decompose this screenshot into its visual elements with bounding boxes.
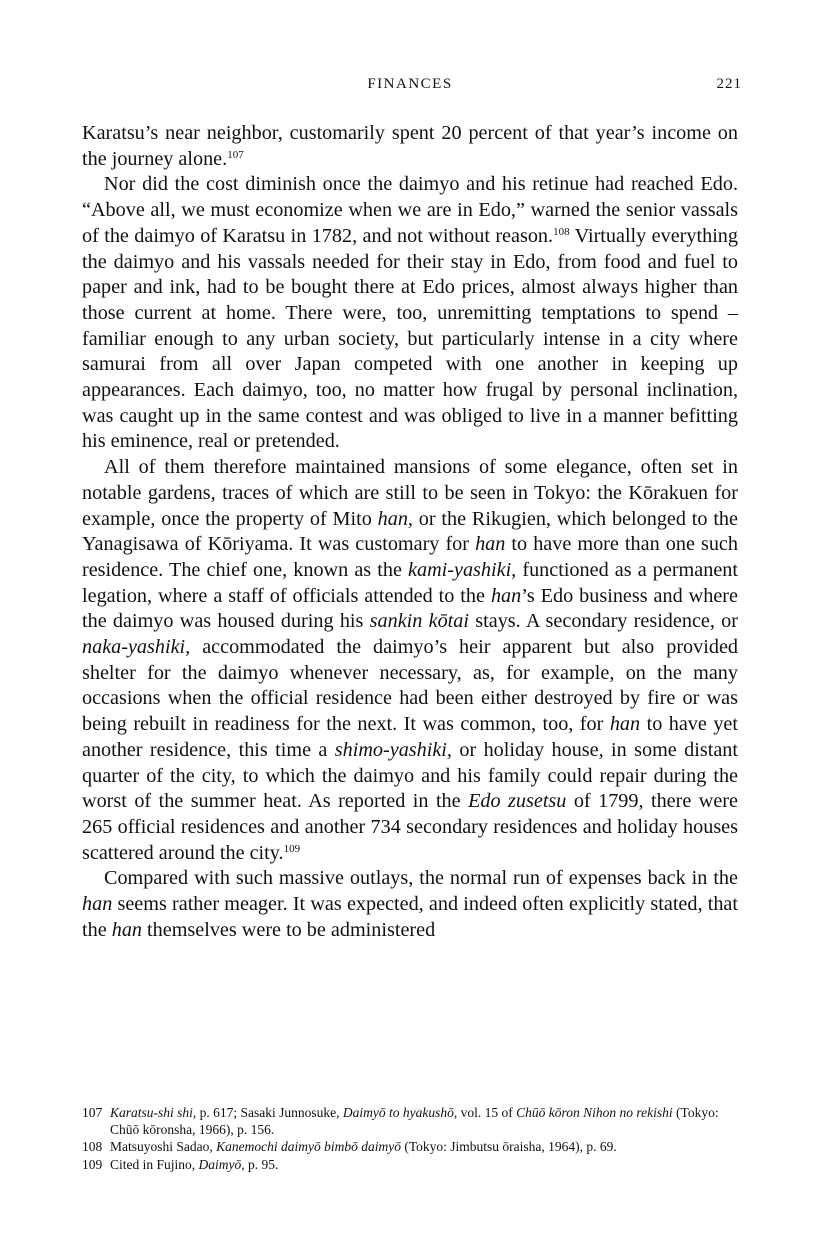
italic-text: sankin kōtai <box>369 610 469 633</box>
italic-text: han <box>609 713 641 736</box>
italic-text: han <box>82 893 113 916</box>
text-run: (Tokyo: Jimbutsu ōraisha, 1964), p. 69. <box>400 1139 617 1155</box>
italic-text: han <box>111 918 142 941</box>
text-run: themselves were to be administered <box>142 918 436 941</box>
italic-text: han, <box>377 507 413 530</box>
text-run: seems rather meager. It was expected, and indeed often explicitly stated, that the <box>82 893 738 941</box>
italic-text: Karatsu-shi shi, <box>110 1105 197 1120</box>
text-run: Compared with such massive outlays, the normal run of expenses back in the <box>104 867 738 890</box>
footnote-ref: 109 <box>283 842 301 855</box>
italic-text: han <box>475 533 506 556</box>
italic-text: Chūō kōron Nihon no rekishi <box>516 1105 673 1120</box>
text-run: All of them therefore maintained mansions of some elegance, often set in notable gardens, traces of which are still to be seen in Tokyo: the Kōrakuen for example, once the property of Mito <box>82 456 738 530</box>
text-run: p. 617; Sasaki Junnosuke, <box>196 1105 343 1120</box>
text-run: to have yet another residence, this time a <box>82 713 738 761</box>
paragraph <box>82 866 738 943</box>
footnote <box>82 1104 738 1138</box>
italic-text: Daimyō to hyakushō, <box>342 1105 458 1120</box>
footnote-ref: 107 <box>227 148 244 161</box>
footnote <box>82 1138 738 1155</box>
footnote-number: 107 <box>82 1105 103 1120</box>
footnote-number: 109 <box>82 1156 103 1172</box>
italic-text: han <box>490 584 522 607</box>
italic-text: shimo-yashiki, <box>334 738 452 761</box>
body-text <box>82 121 738 944</box>
text-run: to have more than one such residence. The chief one, known as the <box>82 533 738 581</box>
paragraph <box>82 172 738 455</box>
italic-text: Daimyō, <box>198 1156 245 1172</box>
paragraph <box>82 121 738 172</box>
italic-text: naka-yashiki, <box>82 636 191 659</box>
text-run: accommodated the daimyo’s heir apparent but also provided shelter for the daimyo whenever necessary, as, for example, on the many occasions when the official residence had been either destroyed by fire or was being rebuilt in readiness for the next. It was common, too, for <box>82 636 738 736</box>
running-head <box>78 76 742 100</box>
text-run: of 1799, there were 265 official residences and another 734 secondary residences and holiday houses scattered around the city. <box>82 790 738 864</box>
text-run: Cited in Fujino, <box>110 1156 199 1172</box>
footnote-number: 108 <box>82 1139 103 1155</box>
text-run: Matsuyoshi Sadao, <box>110 1139 217 1155</box>
running-head-title: FINANCES <box>367 76 453 92</box>
footnote-ref: 108 <box>553 225 570 238</box>
text-run: or the Rikugien, which belonged to the Yanagisawa of Kōriyama. It was customary for <box>82 507 738 556</box>
text-run: ’s Edo business and where the daimyo was housed during his <box>82 584 738 633</box>
text-run: stays. A secondary residence, or <box>469 610 738 633</box>
text-run: functioned as a permanent legation, where a staff of officials attended to the <box>82 558 738 607</box>
text-run: (Tokyo: Chūō kōronsha, 1966), p. 156. <box>110 1105 719 1138</box>
footnote <box>82 1156 738 1173</box>
text-run: p. 95. <box>244 1156 279 1172</box>
italic-text: Kanemochi daimyō bimbō daimyō <box>216 1139 401 1155</box>
text-run: Nor did the cost diminish once the daimyo and his retinue had reached Edo. “Above all, we must economize when we are in Edo,” warned the senior vassals of the daimyo of Karatsu in 1782, and not without reason. <box>82 173 738 247</box>
text-run: Virtually everything the daimyo and his vassals needed for their stay in Edo, from food and fuel to paper and ink, had to be bought there at Edo prices, almost always higher than those current at home. There were, too, unremitting temptations to spend – familiar enough to any urban society, but particularly intense in a city where samurai from all over Japan competed with one another in keeping up appearances. Each daimyo, too, no matter how frugal by personal inclination, was caught up in the same contest and was obliged to live in a manner befitting his eminence, real or pretended. <box>82 224 738 453</box>
text-run: or holiday house, in some distant quarter of the city, to which the daimyo and his family could repair during the worst of the summer heat. As reported in the <box>82 738 738 813</box>
italic-text: Edo zusetsu <box>468 790 567 813</box>
footnotes <box>82 1104 738 1173</box>
paragraph <box>82 455 738 866</box>
text-run: Karatsu’s near neighbor, customarily spent 20 percent of that year’s income on the journey alone. <box>82 122 738 170</box>
text-run: vol. 15 of <box>457 1105 517 1120</box>
page-number: 221 <box>716 76 742 92</box>
italic-text: kami-yashiki, <box>408 558 517 581</box>
